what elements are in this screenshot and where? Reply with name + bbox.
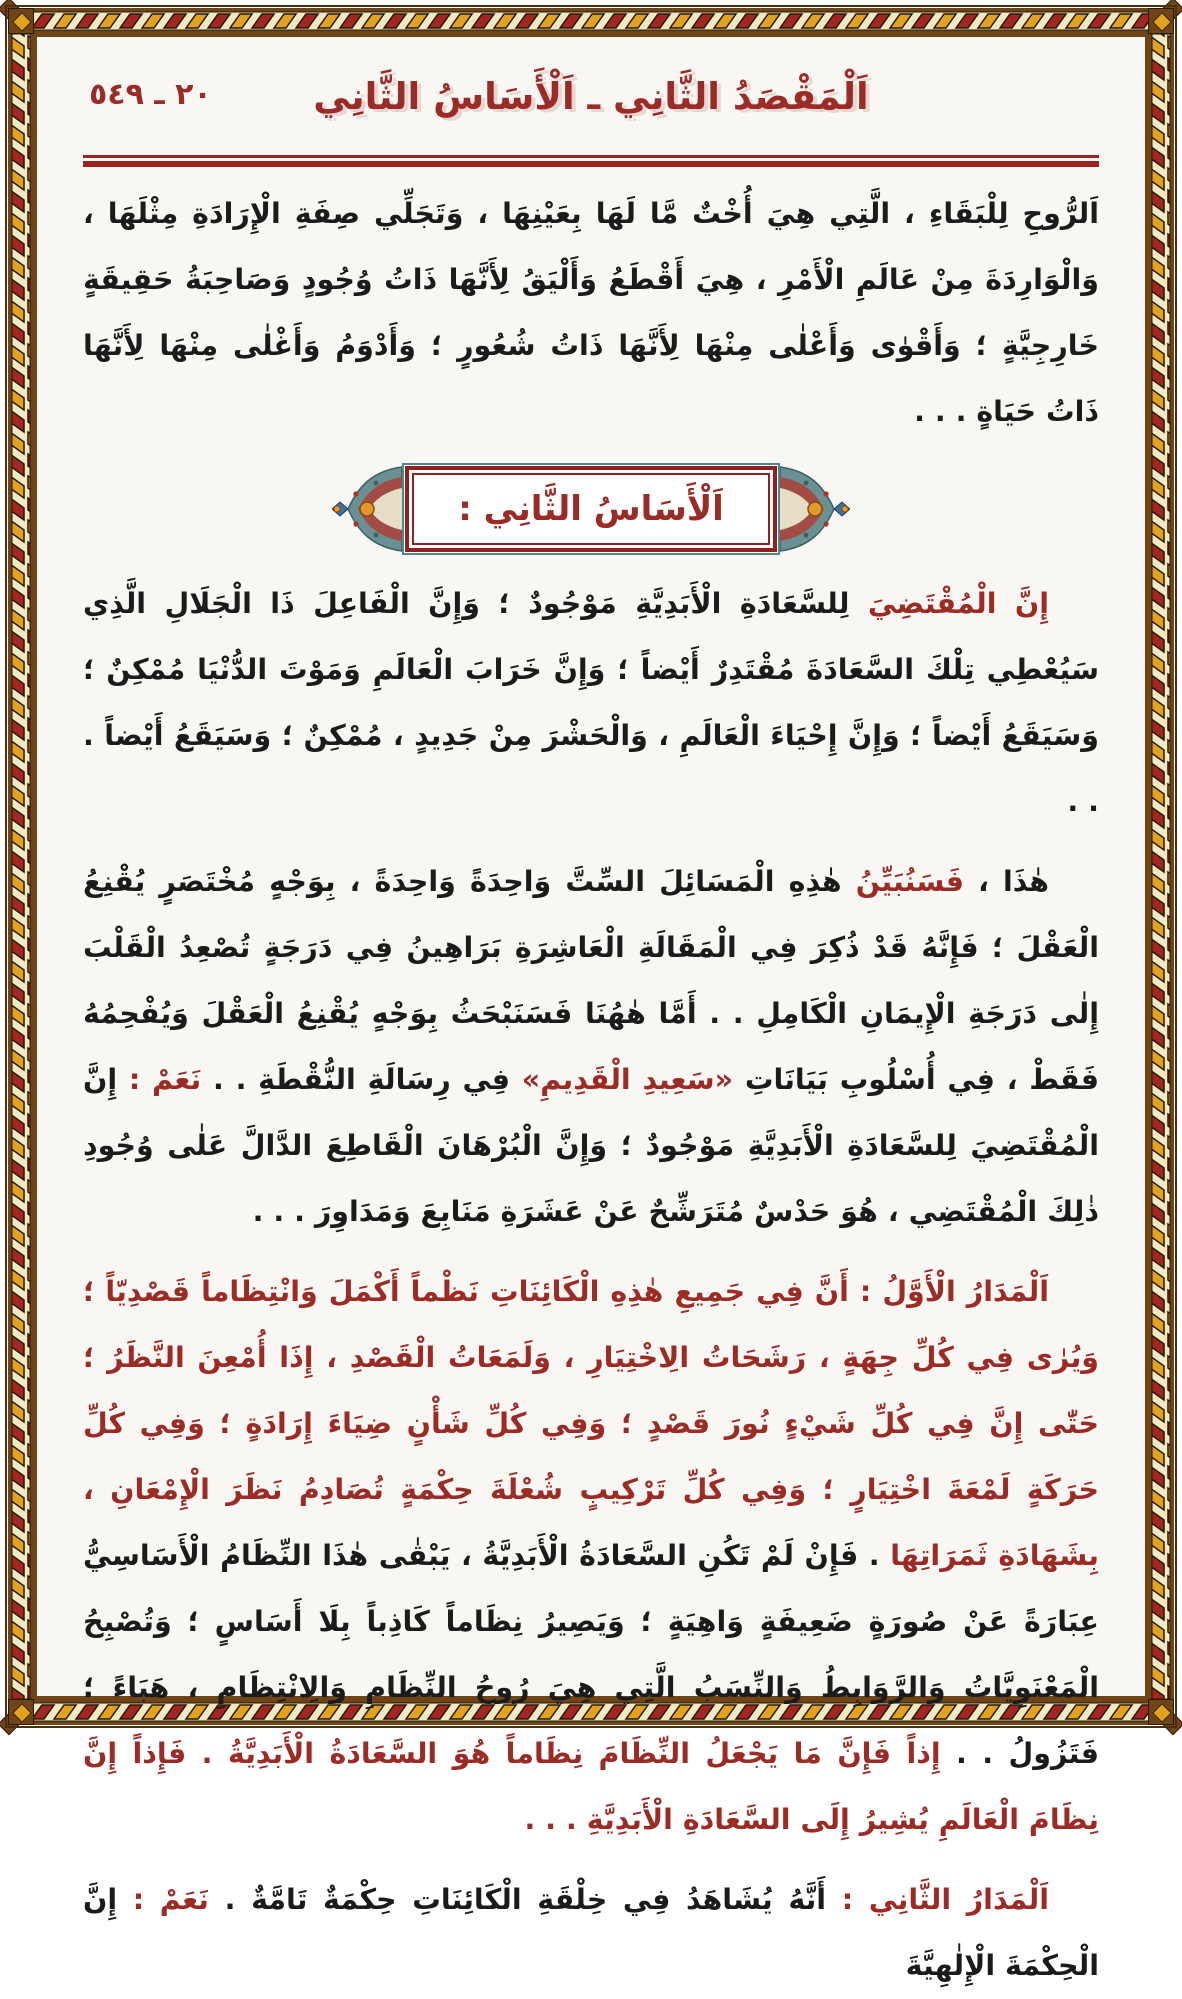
floral-palmette-ornament-icon (780, 461, 850, 557)
paragraph-text-highlight: «سَعِيدِ الْقَدِيمِ» (521, 1063, 734, 1096)
paragraph-text: فِي رِسَالَةِ النُّقْطَةِ . . (201, 1063, 522, 1096)
paragraph-text: هٰذِهِ الْمَسَائِلَ السِّتَّ وَاحِدَةً وَاحِدَةً ، بِوَجْهٍ مُخْتَصَرٍ يُقْنِعُ الْعَقْلَ ؛ فَإِنَّهُ قَدْ ذُكِرَ فِي الْمَقَالَةِ الْعَاشِرَةِ بَرَاهِينُ فِي دَرَجَةٍ تُصْعِدُ الْقَلْبَ إِلٰى دَرَجَةِ الْإِيمَانِ الْكَامِلِ . . أَمَّا هٰهُنَا فَسَنَبْحَثُ بِوَجْهٍ يُقْنِعُ الْعَقْلَ وَيُفْحِمُهُ فَقَطْ ، فِي أُسْلُوبِ بَيَانَاتِ (83, 865, 1099, 1096)
frame-corner-icon (8, 8, 34, 34)
paragraph-text: . فَإِنْ لَمْ تَكُنِ السَّعَادَةُ الْأَبَدِيَّةُ ، يَبْقٰى هٰذَا النِّظَامُ الْأَسَاسِيُّ عِبَارَةً عَنْ صُورَةٍ ضَعِيفَةٍ وَاهِيَةٍ ؛ وَيَصِيرُ نِظَاماً كَاذِباً بِلَا أَسَاسٍ ؛ وَتُصْبِحُ الْمَعْنَوِيَّاتُ وَالرَّوَابِطُ وَالنِّسَبُ الَّتِي هِيَ رُوحُ النِّظَامِ وَالِانْتِظَامِ ، هَبَاءً ؛ فَتَزُولُ . . (83, 1539, 1099, 1770)
chain-guilloche-border-icon (8, 34, 34, 1699)
header-divider (83, 155, 1099, 167)
page-header (83, 61, 1099, 149)
paragraph-text-highlight: نَعَمْ : (128, 1063, 202, 1096)
paragraph-text: اَلرُّوحِ لِلْبَقَاءِ ، الَّتِي هِيَ أُخْتٌ مَّا لَهَا بِعَيْنِهَا ، وَتَجَلِّي صِفَةِ الْإِرَادَةِ مِثْلَهَا ، وَالْوَارِدَةَ مِنْ عَالَمِ الْأَمْرِ ، هِيَ أَقْطَعُ وَأَلْيَقُ لِأَنَّهَا ذَاتُ وُجُودٍ وَصَاحِبَةُ حَقِيقَةٍ خَارِجِيَّةٍ ؛ وَأَقْوٰى وَأَعْلٰى مِنْهَا لِأَنَّهَا ذَاتُ شُعُورٍ ؛ وَأَدْوَمُ وَأَغْلٰى مِنْهَا لِأَنَّهَا ذَاتُ حَيَاةٍ . . . (83, 197, 1099, 428)
chain-guilloche-border-icon (1148, 34, 1174, 1699)
paragraph (83, 849, 1099, 1245)
section-box (332, 461, 850, 557)
paragraph-text: إِنَّ الْحِكْمَةَ الْإِلٰهِيَّةَ (83, 1883, 1099, 1982)
page-title: اَلْمَقْصَدُ الثَّانِي ـ اَلْأَسَاسُ الثَّانِي (313, 75, 869, 118)
paragraph-text-highlight: نَعَمْ : (117, 1883, 209, 1916)
floral-palmette-ornament-icon (332, 461, 402, 557)
frame-corner-icon (8, 1699, 34, 1725)
paragraph (83, 1259, 1099, 1853)
paragraph (83, 1867, 1099, 1999)
paragraph (83, 181, 1099, 445)
paragraph-text: هٰذَا ، (963, 865, 1049, 898)
paragraph-text-highlight: فَسَنُبَيِّنُ (855, 865, 964, 898)
paragraph-text-highlight: اَلْمَدَارُ الْأَوَّلُ : أَنَّ فِي جَمِيعِ هٰذِهِ الْكَائِنَاتِ نَظْماً أَكْمَلَ وَانْتِظَاماً قَصْدِيّاً ؛ وَيُرٰى فِي كُلِّ جِهَةٍ ، رَشَحَاتُ الِاخْتِيَارِ ، وَلَمَعَاتُ الْقَصْدِ ، إِذَا أُمْعِنَ النَّظَرُ ؛ حَتّٰى إِنَّ فِي كُلِّ شَيْءٍ نُورَ قَصْدٍ ؛ وَفِي كُلِّ شَأْنٍ ضِيَاءَ إِرَادَةٍ ؛ وَفِي كُلِّ حَرَكَةٍ لَمْعَةَ اخْتِيَارٍ ؛ وَفِي كُلِّ تَرْكِيبٍ شُعْلَةَ حِكْمَةٍ تُصَادِمُ نَظَرَ الْإِمْعَانِ ، بِشَهَادَةِ ثَمَرَاتِهَا (83, 1275, 1099, 1572)
paragraph-text-highlight: إِذاً فَإِنَّ مَا يَجْعَلُ النِّظَامَ نِظَاماً هُوَ السَّعَادَةُ الْأَبَدِيَّةُ . فَإِذاً إِنَّ نِظَامَ الْعَالَمِ يُشِيرُ إِلَى السَّعَادَةِ الْأَبَدِيَّةِ . . . (83, 1737, 1099, 1836)
frame-corner-icon (1148, 1699, 1174, 1725)
section-box-frame-inner (412, 473, 770, 545)
chain-guilloche-border-icon (8, 8, 1174, 34)
page-number-label: ٢٠ ـ ٥٤٩ (89, 77, 212, 112)
paragraph-text: لِلسَّعَادَةِ الْأَبَدِيَّةِ مَوْجُودٌ ؛ وَإِنَّ الْفَاعِلَ ذَا الْجَلَالِ الَّذِي سَيُعْطِي تِلْكَ السَّعَادَةَ مُقْتَدِرٌ أَيْضاً ؛ وَإِنَّ خَرَابَ الْعَالَمِ وَمَوْتَ الدُّنْيَا مُمْكِنٌ ؛ وَسَيَقَعُ أَيْضاً ؛ وَإِنَّ إِحْيَاءَ الْعَالَمِ ، وَالْحَشْرَ مِنْ جَدِيدٍ ، مُمْكِنٌ ؛ وَسَيَقَعُ أَيْضاً . . . (83, 587, 1099, 818)
page-content (37, 37, 1145, 1982)
paragraph-text: إِنَّ الْمُقْتَضِيَ لِلسَّعَادَةِ الْأَبَدِيَّةِ مَوْجُودٌ ؛ وَإِنَّ الْبُرْهَانَ الْقَاطِعَ الدَّالَّ عَلٰى وُجُودِ ذٰلِكَ الْمُقْتَضِي ، هُوَ حَدْسٌ مُتَرَشِّحٌ عَنْ عَشَرَةِ مَنَابِعَ وَمَدَاوِرَ . . . (83, 1063, 1099, 1228)
paragraph-text-highlight: إِنَّ الْمُقْتَضِيَ (867, 587, 1049, 620)
frame-corner-diamond-icon (12, 12, 32, 32)
paragraph-text-highlight: اَلْمَدَارُ الثَّانِي : (826, 1883, 1049, 1916)
section-box-label: اَلْأَسَاسُ الثَّانِي : (458, 489, 724, 529)
frame-corner-diamond-icon (1152, 1703, 1172, 1723)
frame-corner-diamond-icon (1152, 12, 1172, 32)
section-box-frame (402, 463, 780, 555)
paragraph (83, 571, 1099, 835)
frame-corner-icon (1148, 8, 1174, 34)
section-box-frame-mid (405, 466, 777, 552)
paragraph-text: أَنَّهُ يُشَاهَدُ فِي خِلْقَةِ الْكَائِنَاتِ حِكْمَةٌ تَامَّةٌ . (208, 1883, 827, 1916)
header-divider-thick-line (83, 161, 1099, 167)
frame-corner-diamond-icon (12, 1703, 32, 1723)
